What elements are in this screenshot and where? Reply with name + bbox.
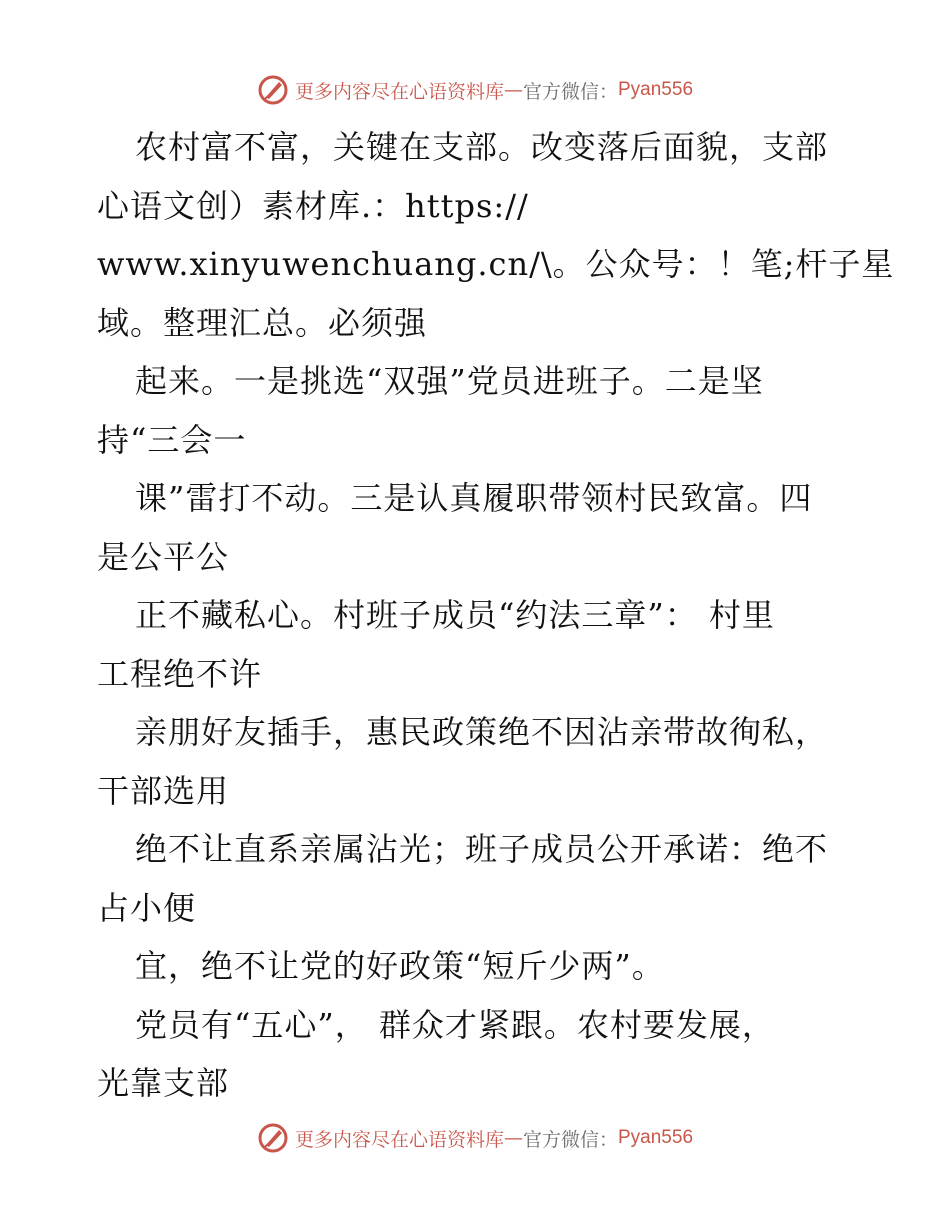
header-dash: — — [503, 79, 523, 101]
text-line: 光靠支部 — [97, 1064, 230, 1102]
text-line: 亲朋好友插手，惠民政策绝不因沾亲带故徇私， — [135, 713, 829, 751]
header-site-text: 更多内容尽在心语资料库 — [294, 80, 504, 103]
text-line: 正不藏私心。村班子成员“约法三章”： 村里 — [135, 596, 775, 634]
text-line: 宜，绝不让党的好政策“短斤少两”。 — [135, 947, 665, 985]
footer-dash: — — [503, 1127, 523, 1149]
header-wechat-label: 官方微信： — [522, 80, 618, 103]
text-line: 绝不让直系亲属沾光；班子成员公开承诺：绝不 — [135, 830, 829, 868]
text-line: 起来。一是挑选“双强”党员进班子。二是坚 — [135, 362, 764, 400]
text-line: 课”雷打不动。三是认真履职带领村民致富。四 — [135, 479, 813, 517]
text-line: 农村富不富，关键在支部。改变落后面貌，支部 — [135, 128, 829, 166]
text-line: 党员有“五心”， 群众才紧跟。农村要发展， — [135, 1005, 775, 1044]
header-banner — [0, 70, 950, 110]
footer-site-text: 更多内容尽在心语资料库 — [294, 1128, 504, 1151]
brush-logo-icon — [257, 1122, 289, 1154]
brush-logo-icon — [257, 74, 289, 106]
text-line: 是公平公 — [97, 537, 230, 576]
text-line: 心语文创）素材库.：https:// — [97, 186, 529, 225]
text-line: 持“三会一 — [97, 420, 247, 459]
text-line: 占小便 — [97, 888, 197, 927]
text-line: 干部选用 — [97, 771, 230, 810]
footer-wechat-label: 官方微信： — [522, 1128, 618, 1151]
text-line: www.xinyuwenchuang.cn/\。公众号：！笔;杆子星 — [97, 245, 895, 283]
text-line: 工程绝不许 — [97, 654, 263, 693]
footer-wechat-id: Pyan556 — [618, 1127, 694, 1148]
document-body — [97, 118, 895, 1113]
text-line: 域。整理汇总。必须强 — [97, 303, 428, 342]
header-wechat-id: Pyan556 — [618, 79, 694, 100]
footer-banner — [0, 1118, 950, 1158]
